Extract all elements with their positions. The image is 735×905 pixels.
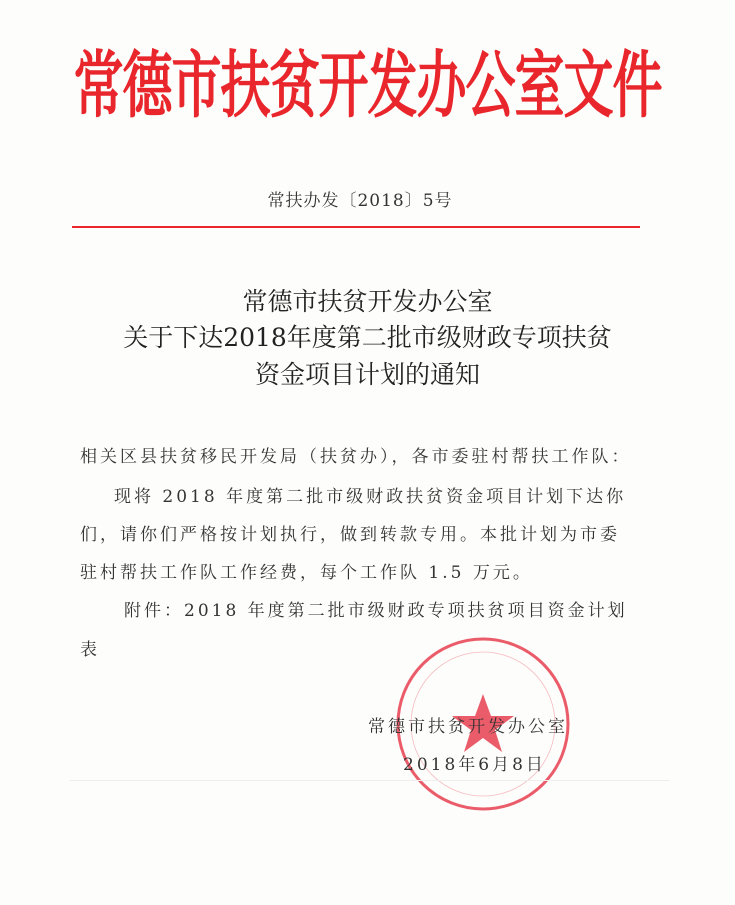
signature-date: 2018年6月8日 (403, 755, 546, 775)
document-number: 常扶办发〔2018〕5号 (267, 191, 453, 211)
attachment-line: 表 (80, 640, 100, 660)
document-header: 常德市扶贫开发办公室文件 (73, 45, 662, 127)
salutation: 相关区县扶贫移民开发局（扶贫办），各市委驻村帮扶工作队： (80, 447, 632, 467)
title-line-2: 关于下达2018年度第二批市级财政专项扶贫 (123, 323, 612, 352)
paragraph-line: 现将 2018 年度第二批市级财政扶贫资金项目计划下达你 (114, 487, 627, 507)
header-divider (72, 226, 640, 228)
paragraph-line: 驻村帮扶工作队工作经费，每个工作队 1.5 万元。 (80, 563, 533, 583)
title-line-3: 资金项目计划的通知 (254, 360, 480, 389)
bleed-through-line (70, 780, 670, 781)
attachment-line: 附件：2018 年度第二批市级财政专项扶贫项目资金计划 (124, 601, 628, 621)
signature-org: 常德市扶贫开发办公室 (368, 717, 568, 737)
title-line-1: 常德市扶贫开发办公室 (242, 287, 493, 316)
paragraph-line: 们，请你们严格按计划执行，做到转款专用。本批计划为市委 (80, 525, 620, 545)
